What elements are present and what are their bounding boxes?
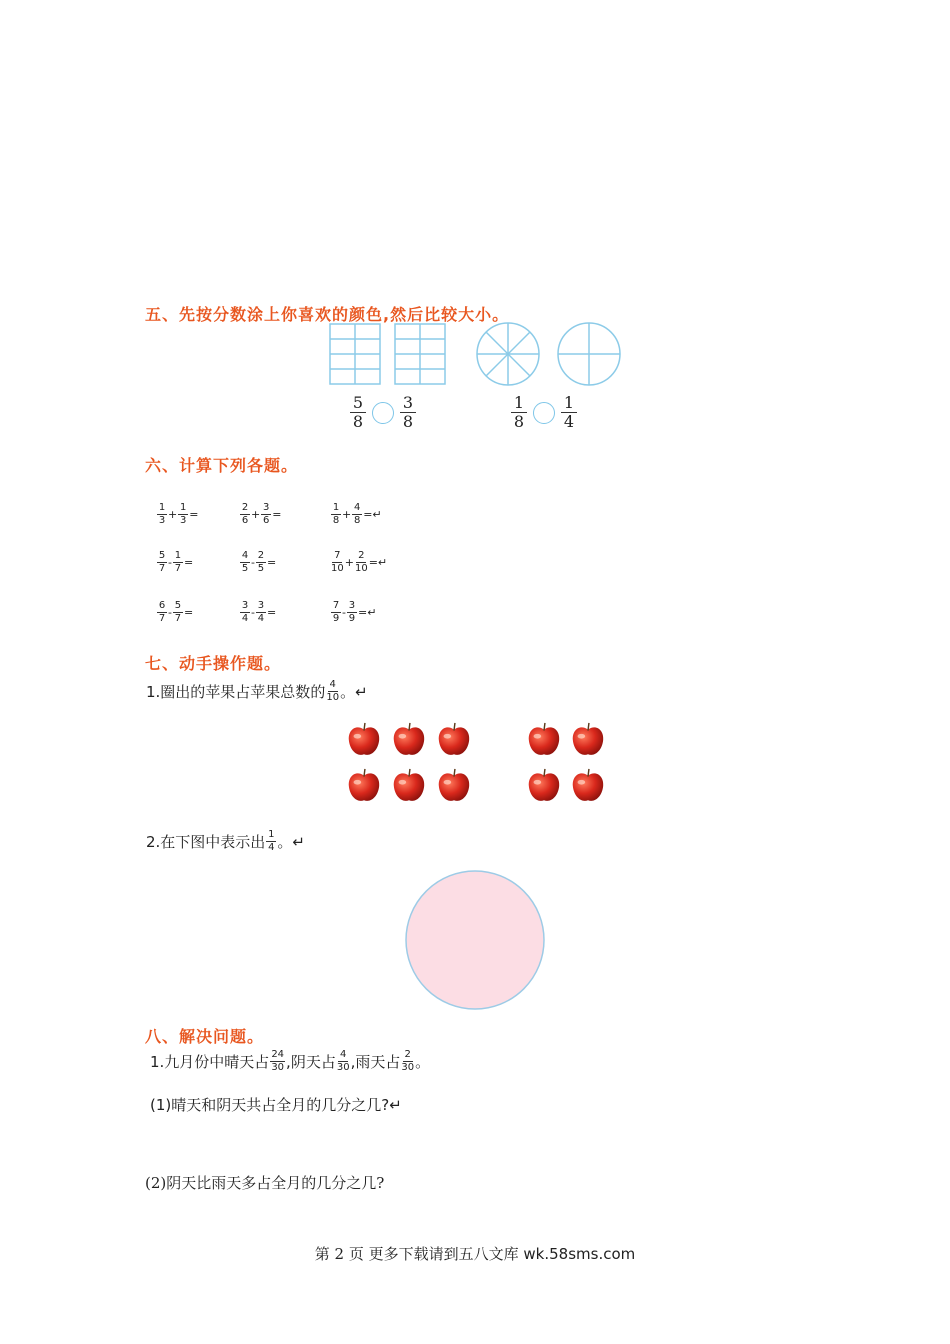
calc-item bbox=[240, 551, 276, 574]
q7-1-text bbox=[146, 680, 368, 703]
q8-sub2: (2)阴天比雨天多占全月的几分之几? bbox=[145, 1174, 385, 1192]
calc-fraction-a: $\frac{7}{10}$ bbox=[331, 550, 344, 574]
section-8-heading: 八、解决问题。 bbox=[145, 1027, 265, 1046]
calc-item bbox=[331, 551, 387, 574]
calc-equals: =↵ bbox=[368, 556, 388, 569]
calc-fraction-a: $\frac{7}{9}$ bbox=[332, 600, 340, 624]
calc-fraction-b: $\frac{1}{3}$ bbox=[180, 502, 187, 526]
footer-site-link[interactable]: wk.58sms.com bbox=[523, 1245, 636, 1263]
q8-1-suffix: 。 bbox=[415, 1053, 431, 1071]
section-6-heading: 六、计算下列各题。 bbox=[145, 456, 299, 475]
apple-icon[interactable] bbox=[391, 768, 427, 804]
apple-icon[interactable] bbox=[436, 768, 472, 804]
calc-operator: - bbox=[168, 556, 172, 569]
calc-fraction-a: $\frac{3}{4}$ bbox=[241, 600, 249, 624]
calc-fraction-a: $\frac{4}{5}$ bbox=[241, 550, 249, 574]
q8-1-prefix: 1.九月份中晴天占 bbox=[150, 1053, 270, 1071]
apple-icon[interactable] bbox=[346, 722, 382, 758]
q7-2-fraction: $\frac{1}{4}$ bbox=[268, 829, 275, 853]
calc-equals: =↵ bbox=[357, 606, 377, 619]
circle-eighths bbox=[477, 323, 539, 385]
q7-2-prefix: 2.在下图中表示出 bbox=[146, 833, 266, 851]
calc-fraction-a: $\frac{2}{6}$ bbox=[241, 502, 249, 526]
calc-operator: - bbox=[251, 556, 255, 569]
apple-icon[interactable] bbox=[570, 722, 606, 758]
circle-quarters bbox=[558, 323, 620, 385]
calc-item bbox=[331, 503, 382, 526]
apple-icon[interactable] bbox=[391, 722, 427, 758]
calc-equals: = bbox=[272, 508, 282, 521]
rect-grid-2 bbox=[395, 324, 445, 384]
compare-blank-2[interactable] bbox=[533, 402, 555, 424]
q8-1-fraction-rainy: $\frac{2}{30}$ bbox=[401, 1049, 415, 1073]
apple-icon[interactable] bbox=[570, 768, 606, 804]
compare-pair-1 bbox=[350, 395, 416, 430]
calc-equals: =↵ bbox=[363, 508, 382, 521]
q7-1-suffix: 。↵ bbox=[340, 683, 368, 701]
fraction-shapes bbox=[325, 320, 625, 390]
calc-item bbox=[331, 601, 376, 624]
calc-fraction-a: $\frac{6}{7}$ bbox=[158, 600, 166, 624]
pink-circle-diagram[interactable] bbox=[400, 868, 550, 1014]
apple-icon[interactable] bbox=[346, 768, 382, 804]
q8-1-text bbox=[150, 1050, 430, 1073]
q8-1-fraction-sunny: $\frac{24}{30}$ bbox=[271, 1049, 285, 1073]
calc-equals: = bbox=[266, 606, 277, 619]
q7-2-text bbox=[146, 830, 305, 853]
calc-operator: - bbox=[168, 606, 172, 619]
calc-operator: + bbox=[344, 556, 354, 569]
q7-1-fraction: $\frac{4}{10}$ bbox=[326, 679, 340, 703]
q8-1-mid2: ,雨天占 bbox=[350, 1053, 401, 1071]
fraction-right-1: $\frac{3}{8}$ bbox=[400, 395, 416, 430]
apple-icon[interactable] bbox=[436, 722, 472, 758]
fraction-right-2: $\frac{1}{4}$ bbox=[561, 395, 577, 430]
page-footer bbox=[0, 1243, 950, 1264]
compare-blank-1[interactable] bbox=[372, 402, 394, 424]
section-7-heading: 七、动手操作题。 bbox=[145, 654, 282, 673]
q8-1-mid1: ,阴天占 bbox=[286, 1053, 336, 1071]
apple-icon[interactable] bbox=[526, 768, 562, 804]
calc-fraction-a: $\frac{5}{7}$ bbox=[158, 550, 166, 574]
fraction-left-2: $\frac{1}{8}$ bbox=[511, 395, 527, 430]
q7-2-suffix: 。↵ bbox=[277, 833, 305, 851]
calc-fraction-b: $\frac{3}{9}$ bbox=[348, 600, 356, 624]
calc-fraction-b: $\frac{3}{4}$ bbox=[257, 600, 265, 624]
calc-operator: + bbox=[168, 508, 178, 521]
calc-fraction-b: $\frac{5}{7}$ bbox=[174, 600, 182, 624]
calc-fraction-b: $\frac{4}{8}$ bbox=[354, 502, 361, 526]
calc-item bbox=[157, 503, 198, 526]
calc-fraction-b: $\frac{1}{7}$ bbox=[174, 550, 182, 574]
calc-equals: = bbox=[189, 508, 199, 521]
compare-pair-2 bbox=[511, 395, 577, 430]
calc-operator: + bbox=[342, 508, 352, 521]
calc-equals: = bbox=[183, 606, 194, 619]
calc-fraction-b: $\frac{2}{10}$ bbox=[354, 550, 368, 574]
calc-equals: = bbox=[266, 556, 277, 569]
footer-page-number: 第 2 页 bbox=[314, 1245, 364, 1263]
calc-item bbox=[157, 601, 193, 624]
calc-item bbox=[157, 551, 193, 574]
calc-fraction-a: $\frac{1}{3}$ bbox=[158, 502, 166, 526]
calc-fraction-b: $\frac{2}{5}$ bbox=[257, 550, 265, 574]
calc-equals: = bbox=[183, 556, 194, 569]
section-5-heading: 五、先按分数涂上你喜欢的颜色,然后比较大小。 bbox=[145, 305, 510, 324]
rect-grid-1 bbox=[330, 324, 380, 384]
calc-operator: - bbox=[342, 606, 346, 619]
q8-1-fraction-cloudy: $\frac{4}{30}$ bbox=[336, 1049, 350, 1073]
calc-fraction-a: $\frac{1}{8}$ bbox=[332, 502, 340, 526]
calc-operator: + bbox=[251, 508, 261, 521]
calc-item bbox=[240, 503, 281, 526]
apple-icon[interactable] bbox=[526, 722, 562, 758]
q8-sub1: (1)晴天和阴天共占全月的几分之几?↵ bbox=[150, 1096, 402, 1114]
calc-item bbox=[240, 601, 276, 624]
fraction-left-1: $\frac{5}{8}$ bbox=[350, 395, 366, 430]
calc-fraction-b: $\frac{3}{6}$ bbox=[263, 502, 270, 526]
q7-1-prefix: 1.圈出的苹果占苹果总数的 bbox=[146, 683, 326, 701]
pink-circle[interactable] bbox=[406, 871, 544, 1009]
calc-operator: - bbox=[251, 606, 255, 619]
footer-text: 更多下载请到五八文库 bbox=[363, 1245, 524, 1263]
